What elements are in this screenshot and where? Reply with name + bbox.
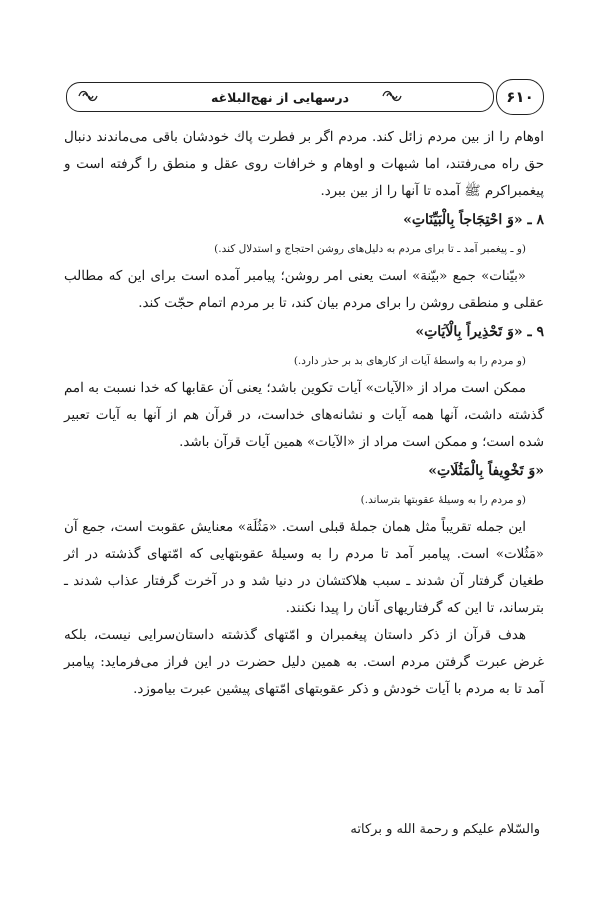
paragraph-2: «بیّنات» جمع «بیّنة» است یعنی امر روشن؛ پیامبر آمده است برای این که مطالب عقلی و منطقی روشن را برای مردم بیان کند، تا بر مردم اتمام حجّت کند. [64, 269, 544, 311]
page-header [66, 79, 544, 113]
section-heading-8: ۸ ـ «وَ احْتِجَاجاً بِالْبَيِّنَاتِ» [403, 212, 544, 228]
running-title-bar [66, 82, 494, 112]
arabesque-ornament-icon [381, 88, 403, 104]
running-title: درسهایی از نهج‌البلاغه [210, 89, 350, 105]
page-number: ۶۱۰ [496, 79, 544, 115]
arabesque-ornament-icon [77, 88, 99, 104]
closing-salutation: والسّلام علیکم و رحمة الله و برکاته [350, 822, 540, 837]
section-heading-10: «وَ تَخْوِيفاً بِالْمَثُلَاتِ» [428, 463, 544, 479]
paragraph-4: این جمله تقریباً مثل همان جملهٔ قبلی است. «مَثُلَة» معنایش عقوبت است، جمع آن «مَثُلات» است. پیامبر آمد تا مردم را به وسیلهٔ عقوبتهایی که امّتهای گذشته در اثر طغیان گرفتار آن شدند ـ سبب هلاکتشان در دنیا شد و در آخرت گرفتار عذاب شدند ـ بترساند، تا این که گرفتاریهای آنان را پیدا نکنند. [64, 520, 544, 616]
translation-8: (و ـ پیغمبر آمد ـ تا برای مردم به دلیل‌های روشن احتجاج و استدلال کند.) [214, 243, 526, 255]
page-body [64, 124, 544, 703]
section-heading-9: ۹ ـ «وَ تَحْذِيراً بِالْآيَاتِ» [415, 324, 544, 340]
paragraph-1: اوهام را از بین مردم زائل کند. مردم اگر بر فطرت پاك خودشان باقی می‌ماندند دنبال حق راه می‌رفتند، اما شبهات و اوهام و خرافات روی عقل و منطق را گرفته است و پیغمبراکرم ﷺ آمده تا آنها را از بین ببرد. [64, 130, 544, 199]
translation-10: (و مردم را به وسیلهٔ عقوبتها بترساند.) [360, 494, 526, 506]
translation-9: (و مردم را به واسطهٔ آیات از کارهای بد بر حذر دارد.) [293, 355, 526, 367]
paragraph-5: هدف قرآن از ذکر داستان پیغمبران و امّتهای گذشته داستان‌سرایی نیست، بلکه غرض عبرت گرفتن مردم است. به همین دلیل حضرت در این فراز می‌فرماید: پیامبر آمد تا به مردم با آیات خودش و ذکر عقوبتهای امّتهای پیشین عبرت بیاموزد. [64, 628, 544, 697]
paragraph-3: ممکن است مراد از «الآیات» آیات تکوین باشد؛ یعنی آن عقابها که خدا نسبت به امم گذشته داشت، آنها همه آیات و نشانه‌های خداست، در قرآن هم از آنها به آیات تعبیر شده است؛ و ممکن است مراد از «الآیات» همین آیات قرآن باشد. [64, 381, 544, 450]
